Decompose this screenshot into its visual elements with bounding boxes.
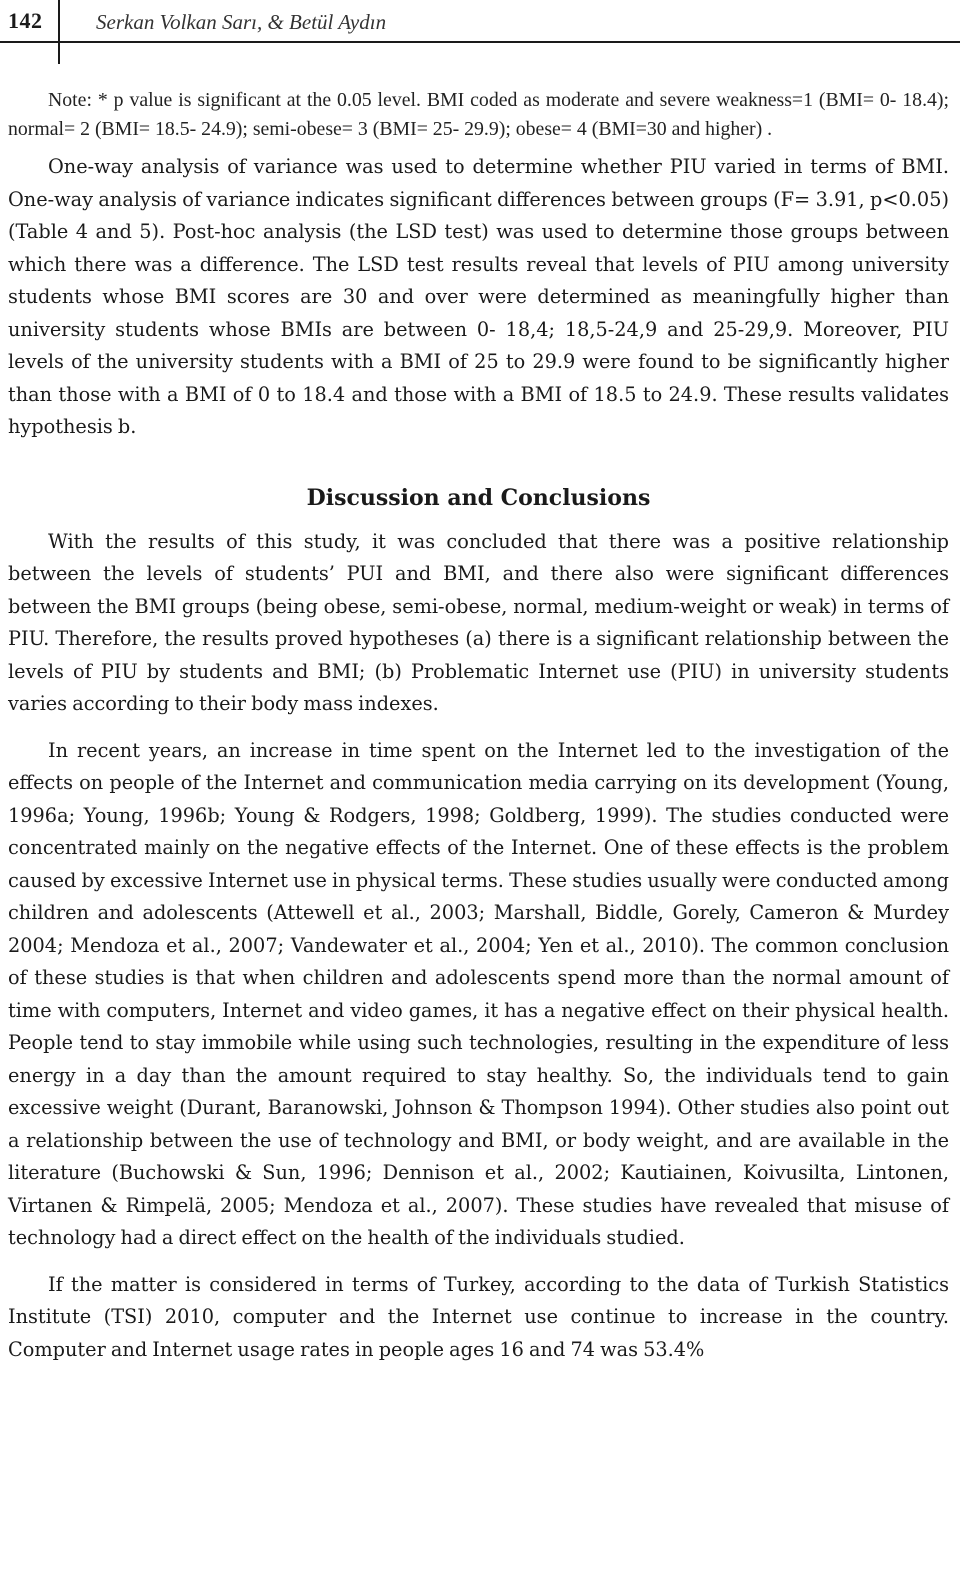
discussion-paragraph-2: In recent years, an increase in time spent on the Internet led to the investigation of the effects on people of the Internet and communication media carrying on its development (Young, 1996a; Young, 1996b; Young & Rodgers, 1998; Goldberg, 1999). The studies conducted were concentrated mainly on the negative effects of the Internet. One of these effects is the problem caused by excessive Internet use in physical terms. These studies usually were conducted among children and adolescents (Attewell et al., 2003; Marshall, Biddle, Gorely, Cameron & Murdey 2004; Mendoza et al., 2007; Vandewater et al., 2004; Yen et al., 2010). The common conclusion of these studies is that when children and adolescents spend more than the normal amount of time with computers, Internet and video games, it has a negative effect on their physical health. People tend to stay immobile while using such technologies, resulting in the expenditure of less energy in a day than the amount required to stay healthy. So, the individuals tend to gain excessive weight (Durant, Baranowski, Johnson & Thompson 1994). Other studies also point out a relationship between the use of technology and BMI, or body weight, and are available in the literature (Buchowski & Sun, 1996; Dennison et al., 2002; Kautiainen, Koivusilta, Lintonen, Virtanen & Rimpelä, 2005; Mendoza et al., 2007). These studies have revealed that misuse of technology had a direct effect on the health of the individuals studied.	[8, 738, 949, 1249]
running-head-authors: Serkan Volkan Sarı, & Betül Aydın	[96, 10, 387, 34]
header-vertical-rule	[58, 0, 60, 64]
table-note: Note: * p value is significant at the 0.05 level. BMI coded as moderate and severe weakness=1 (BMI= 0- 18.4); normal= 2 (BMI= 18.5- 24.9); semi-obese= 3 (BMI= 25- 29.9); obese= 4 (BMI=30 and higher) .	[8, 89, 949, 140]
header-horizontal-rule	[0, 41, 960, 43]
page-body	[8, 86, 949, 1366]
section-heading-discussion: Discussion and Conclusions	[306, 484, 651, 511]
results-paragraph: One-way analysis of variance was used to determine whether PIU varied in terms of BMI. One-way analysis of variance indicates significant differences between groups (F= 3.91, p<0.05) (Table 4 and 5). Post-hoc analysis (the LSD test) was used to determine those groups between which there was a difference. The LSD test results reveal that levels of PIU among university students whose BMI scores are 30 and over were determined as meaningfully higher than university students whose BMIs are between 0- 18,4; 18,5-24,9 and 25-29,9. Moreover, PIU levels of the university students with a BMI of 25 to 29.9 were found to be significantly higher than those with a BMI of 0 to 18.4 and those with a BMI of 18.5 to 24.9. These results validates hypothesis b.	[8, 155, 949, 438]
discussion-paragraph-1: With the results of this study, it was concluded that there was a positive relationship between the levels of students’ PUI and BMI, and there also were significant differences between the BMI groups (being obese, semi-obese, normal, medium-weight or weak) in terms of PIU. Therefore, the results proved hypotheses (a) there is a significant relationship between the levels of PIU by students and BMI; (b) Problematic Internet use (PIU) in university students varies according to their body mass indexes.	[8, 529, 949, 715]
page-header	[0, 0, 960, 44]
discussion-paragraph-3: If the matter is considered in terms of Turkey, according to the data of Turkish Statistics Institute (TSI) 2010, computer and the Internet use continue to increase in the country. Computer and Internet usage rates in people ages 16 and 74 was 53.4%	[8, 1272, 949, 1361]
page-number: 142	[8, 8, 43, 33]
